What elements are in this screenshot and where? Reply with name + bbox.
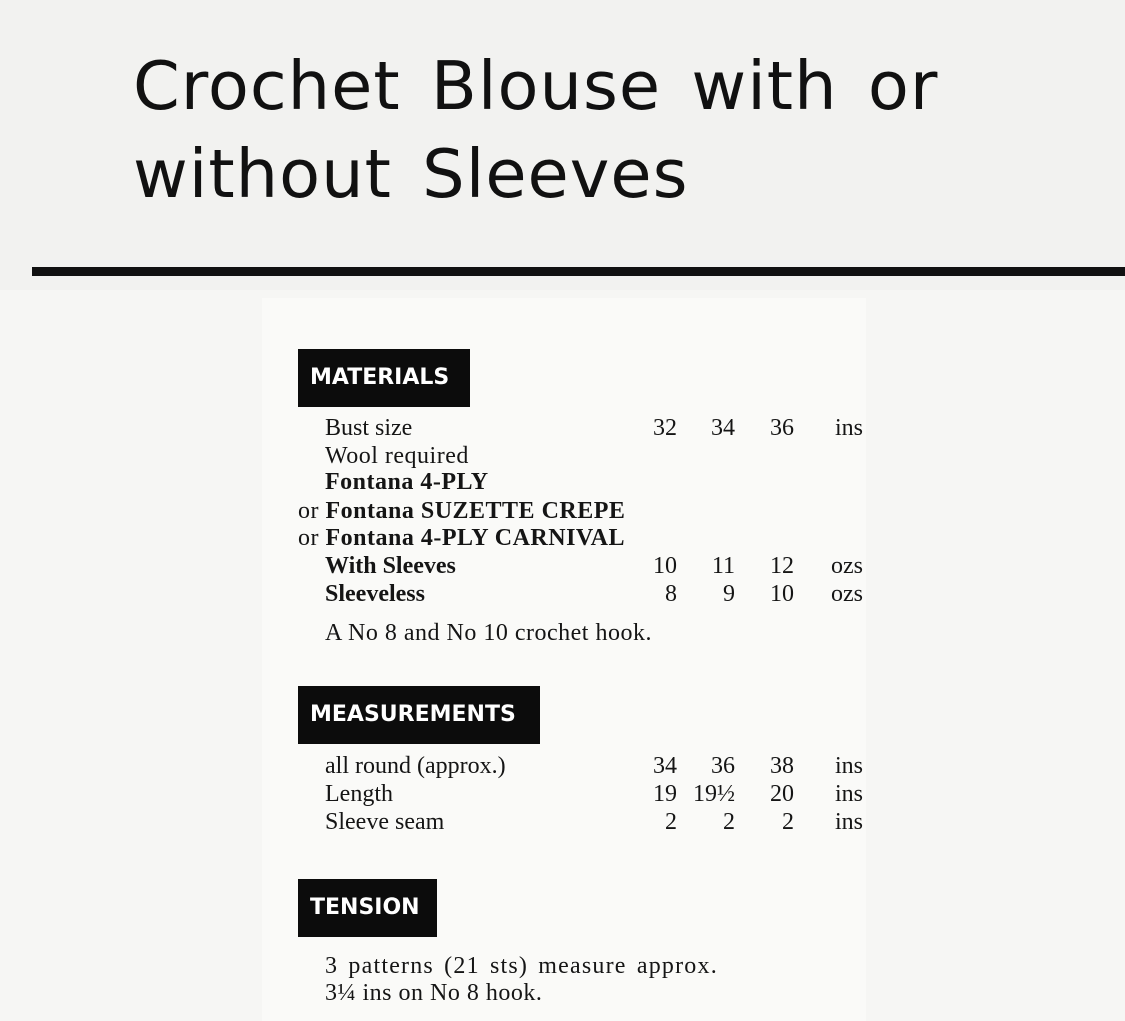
measurement-value: 36 [711,753,735,779]
page-title [133,42,938,218]
bust-size-row [325,414,865,442]
with-sleeves-label: With Sleeves [325,553,456,579]
tension-text-line: 3 patterns (21 sts) measure approx. [325,953,718,979]
measurement-value: 2 [782,809,794,835]
bust-size-value: 32 [653,415,677,441]
measurement-row [325,752,865,780]
yarn-name: Fontana 4-PLY CARNIVAL [325,525,625,551]
with-sleeves-value: 10 [653,553,677,579]
measurement-row [325,780,865,808]
yarn-name: Fontana 4-PLY [325,469,489,495]
sleeveless-row [325,580,865,608]
yarn-line [298,524,625,552]
sleeveless-value: 10 [770,581,794,607]
yarn-name: Fontana SUZETTE CREPE [325,498,626,524]
heading-rule [32,267,1125,276]
tension-heading: TENSION [298,879,437,937]
yarn-line [298,497,625,525]
measurement-unit: ins [834,781,863,807]
measurement-value: 38 [770,753,794,779]
hooks-note: A No 8 and No 10 crochet hook. [325,620,652,646]
sleeveless-label: Sleeveless [325,581,425,607]
measurements-heading: MEASUREMENTS [298,686,540,744]
with-sleeves-value: 12 [770,553,794,579]
materials-heading: MATERIALS [298,349,470,407]
measurement-value: 2 [723,809,735,835]
yarn-line [325,468,489,496]
measurement-unit: ins [834,753,863,779]
measurement-row [325,808,865,836]
measurement-label: all round (approx.) [325,753,506,779]
measurement-unit: ins [834,809,863,835]
bust-size-label: Bust size [325,415,413,441]
measurement-label: Sleeve seam [325,809,445,835]
sleeveless-unit: ozs [831,581,863,607]
measurement-label: Length [325,781,393,807]
measurement-value: 34 [653,753,677,779]
yarn-prefix: or [298,498,326,524]
bust-size-value: 36 [770,415,794,441]
bust-size-unit: ins [834,415,863,441]
yarn-prefix: or [298,525,326,551]
measurement-value: 20 [770,781,794,807]
measurement-value: 2 [665,809,677,835]
with-sleeves-unit: ozs [831,553,863,579]
wool-required-label: Wool required [325,443,469,469]
with-sleeves-row [325,552,865,580]
title-line-1: Crochet Blouse with or [133,47,939,125]
title-line-2: without Sleeves [133,135,689,213]
with-sleeves-value: 11 [711,553,735,579]
sleeveless-value: 9 [723,581,735,607]
measurement-value: 19½ [693,781,735,807]
bust-size-value: 34 [711,415,735,441]
tension-text-line: 3¼ ins on No 8 hook. [325,980,543,1006]
sleeveless-value: 8 [665,581,677,607]
measurement-value: 19 [653,781,677,807]
